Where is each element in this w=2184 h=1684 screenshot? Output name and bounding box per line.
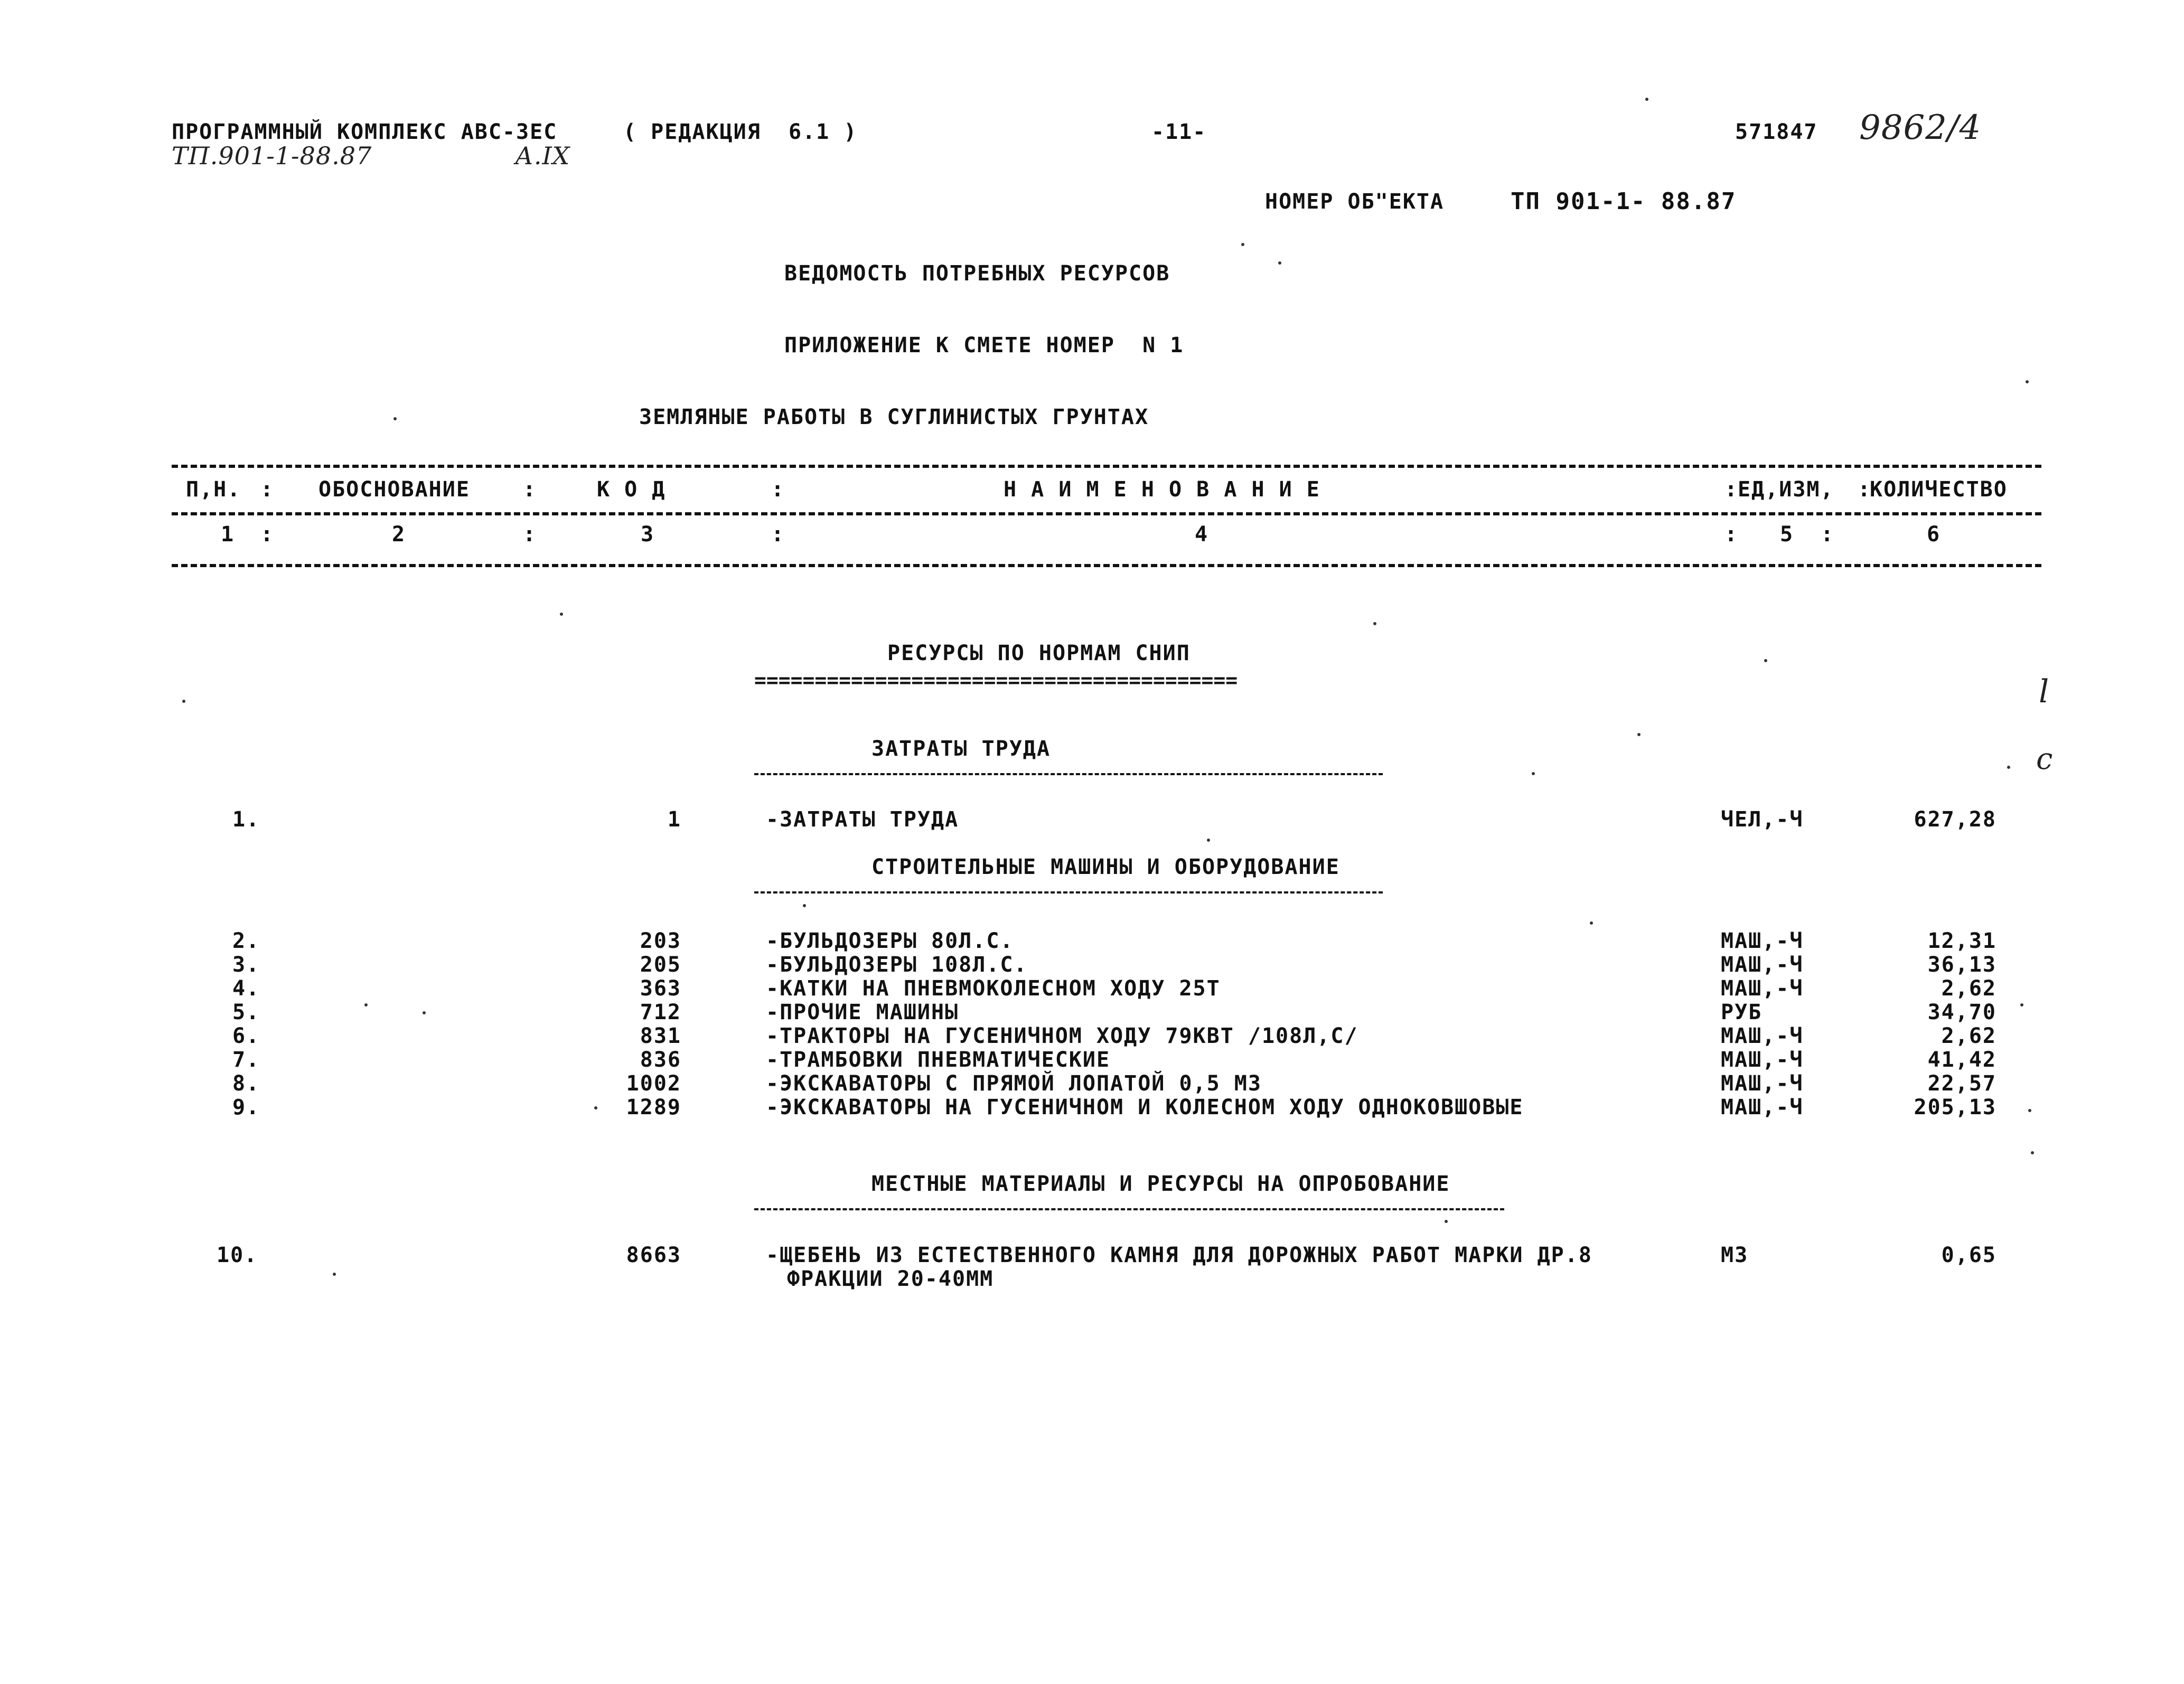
scan-speck <box>2007 766 2010 769</box>
header-top-rule <box>172 465 2041 468</box>
row-code: 203 <box>640 929 681 953</box>
row-code: 1289 <box>626 1095 681 1119</box>
row-unit: МАШ,-Ч <box>1721 953 1804 977</box>
row-number: 6. <box>232 1024 260 1048</box>
scan-speck <box>594 1106 597 1109</box>
row-unit: МАШ,-Ч <box>1721 1095 1804 1119</box>
row-unit: ЧЕЛ,-Ч <box>1721 807 1804 832</box>
row-unit: М3 <box>1721 1243 1749 1267</box>
scan-speck <box>1445 1220 1448 1223</box>
row-code: 363 <box>640 976 681 1001</box>
row-code: 836 <box>640 1048 681 1072</box>
col-separator: : <box>771 522 785 547</box>
program-name: ПРОГРАММНЫЙ КОМПЛЕКС АВС-3ЕС <box>172 120 558 144</box>
col-separator: : <box>771 477 785 502</box>
scan-speck <box>423 1011 426 1014</box>
scan-speck <box>560 613 563 616</box>
row-number: 2. <box>232 929 260 953</box>
col-number-3: 3 <box>641 522 655 547</box>
scan-speck <box>1645 98 1648 101</box>
row-unit: МАШ,-Ч <box>1721 976 1804 1001</box>
scan-speck <box>2020 1003 2023 1006</box>
col-header-name: Н А И М Е Н О В А Н И Е <box>1004 477 1320 502</box>
row-code: 205 <box>640 953 681 977</box>
col-separator: : <box>523 477 537 502</box>
section-underline <box>754 773 1383 775</box>
col-separator: : <box>1724 522 1739 547</box>
col-header-code: К О Д <box>597 477 666 502</box>
scan-speck <box>2026 380 2029 383</box>
subject-title: ЗЕМЛЯНЫЕ РАБОТЫ В СУГЛИНИСТЫХ ГРУНТАХ <box>639 405 1149 429</box>
scan-speck <box>1373 622 1376 625</box>
row-number: 8. <box>232 1071 260 1096</box>
section-snip-title: РЕСУРСЫ ПО НОРМАМ СНИП <box>887 641 1191 665</box>
row-unit: МАШ,-Ч <box>1721 1048 1804 1072</box>
handwritten-stamp: 9862/4 <box>1859 108 1982 147</box>
margin-handwritten-mark: l <box>2039 673 2050 710</box>
row-name: -БУЛЬДОЗЕРЫ 80Л.С. <box>766 929 1014 953</box>
scan-speck <box>803 904 806 907</box>
header-bottom-rule <box>172 564 2041 567</box>
handwritten-album-number: А.IX <box>515 142 570 170</box>
scan-speck <box>182 700 185 703</box>
col-separator: : <box>1821 522 1835 547</box>
object-number-value: ТП 901-1- 88.87 <box>1511 188 1737 215</box>
row-name: -ЩЕБЕНЬ ИЗ ЕСТЕСТВЕННОГО КАМНЯ ДЛЯ ДОРОЖНЫХ РАБОТ МАРКИ ДР.8 <box>766 1243 1592 1267</box>
row-name: -ТРАКТОРЫ НА ГУСЕНИЧНОМ ХОДУ 79КВТ /108Л,С/ <box>766 1024 1358 1048</box>
row-name: -ЗАТРАТЫ ТРУДА <box>766 807 959 832</box>
col-number-2: 2 <box>392 522 406 547</box>
col-separator: : <box>260 522 275 547</box>
row-number: 10. <box>217 1243 258 1267</box>
scan-speck <box>1278 261 1281 265</box>
col-number-1: 1 <box>221 522 235 547</box>
appendix-title: ПРИЛОЖЕНИЕ К СМЕТЕ НОМЕР N 1 <box>784 333 1184 358</box>
section-underline <box>754 891 1383 893</box>
row-quantity: 205,13 <box>1914 1095 1996 1119</box>
col-separator: : <box>260 477 275 502</box>
scan-speck <box>393 417 397 420</box>
row-number: 3. <box>232 953 260 977</box>
col-number-6: 6 <box>1927 522 1941 547</box>
col-separator: : <box>1724 477 1739 502</box>
scan-speck <box>1590 921 1593 925</box>
col-header-basis: ОБОСНОВАНИЕ <box>318 477 470 502</box>
scan-speck <box>2028 1109 2031 1112</box>
row-quantity: 0,65 <box>1941 1243 1996 1267</box>
row-number: 7. <box>232 1048 260 1072</box>
edition: ( РЕДАКЦИЯ 6.1 ) <box>623 120 858 144</box>
scan-speck <box>1207 839 1210 842</box>
row-quantity: 34,70 <box>1927 1000 1996 1024</box>
col-separator: : <box>523 522 537 547</box>
row-quantity: 2,62 <box>1941 1024 1996 1048</box>
scan-speck <box>1241 243 1244 246</box>
section-snip-underline: ======================================== <box>754 670 1238 691</box>
row-name: -ЭКСКАВАТОРЫ С ПРЯМОЙ ЛОПАТОЙ 0,5 М3 <box>766 1071 1262 1096</box>
row-quantity: 2,62 <box>1941 976 1996 1001</box>
col-header-number: П,Н. <box>186 477 241 502</box>
row-number: 5. <box>232 1000 260 1024</box>
row-name: -БУЛЬДОЗЕРЫ 108Л.С. <box>766 953 1028 977</box>
scan-speck <box>1764 659 1767 662</box>
row-number: 4. <box>232 976 260 1001</box>
col-number-4: 4 <box>1195 522 1209 547</box>
row-name: -ЭКСКАВАТОРЫ НА ГУСЕНИЧНОМ И КОЛЕСНОМ ХОДУ ОДНОКОВШОВЫЕ <box>766 1095 1524 1119</box>
scan-speck <box>364 1003 368 1006</box>
row-unit: МАШ,-Ч <box>1721 1024 1804 1048</box>
row-unit: РУБ <box>1721 1000 1763 1024</box>
section-underline <box>754 1208 1504 1210</box>
row-number: 9. <box>232 1095 260 1119</box>
col-header-unit: ЕД,ИЗМ, <box>1738 477 1834 502</box>
handwritten-project-number: ТП.901-1-88.87 <box>172 142 372 170</box>
row-name: -ПРОЧИЕ МАШИНЫ <box>766 1000 959 1024</box>
section-title-labour: ЗАТРАТЫ ТРУДА <box>871 737 1051 761</box>
col-header-quantity: КОЛИЧЕСТВО <box>1870 477 2008 502</box>
section-title-materials: МЕСТНЫЕ МАТЕРИАЛЫ И РЕСУРСЫ НА ОПРОБОВАНИЕ <box>871 1172 1450 1196</box>
row-unit: МАШ,-Ч <box>1721 1071 1804 1096</box>
scan-speck <box>333 1273 336 1276</box>
page-number: -11- <box>1151 120 1207 144</box>
row-quantity: 41,42 <box>1927 1048 1996 1072</box>
header-mid-rule <box>172 512 2041 515</box>
row-quantity: 22,57 <box>1927 1071 1996 1096</box>
row-code: 712 <box>640 1000 681 1024</box>
row-code: 8663 <box>626 1243 681 1267</box>
row-name: -КАТКИ НА ПНЕВМОКОЛЕСНОМ ХОДУ 25Т <box>766 976 1221 1001</box>
section-title-machines: СТРОИТЕЛЬНЫЕ МАШИНЫ И ОБОРУДОВАНИЕ <box>871 855 1340 879</box>
scan-speck <box>1637 733 1641 736</box>
col-number-5: 5 <box>1780 522 1794 547</box>
row-quantity: 36,13 <box>1927 953 1996 977</box>
row-code: 1002 <box>626 1071 681 1096</box>
row-number: 1. <box>232 807 260 832</box>
row-name-continuation: ФРАКЦИИ 20-40ММ <box>787 1267 994 1291</box>
row-code: 831 <box>640 1024 681 1048</box>
document-code: 571847 <box>1735 120 1818 144</box>
row-name: -ТРАМБОВКИ ПНЕВМАТИЧЕСКИЕ <box>766 1048 1111 1072</box>
col-separator: : <box>1858 477 1872 502</box>
margin-handwritten-mark: c <box>2036 742 2054 776</box>
row-code: 1 <box>667 807 681 832</box>
object-number-label: НОМЕР ОБ"ЕКТА <box>1265 190 1445 214</box>
document-title: ВЕДОМОСТЬ ПОТРЕБНЫХ РЕСУРСОВ <box>784 261 1170 286</box>
scan-speck <box>1532 772 1535 775</box>
row-unit: МАШ,-Ч <box>1721 929 1804 953</box>
scan-speck <box>2031 1151 2034 1154</box>
row-quantity: 12,31 <box>1927 929 1996 953</box>
row-quantity: 627,28 <box>1914 807 1996 832</box>
